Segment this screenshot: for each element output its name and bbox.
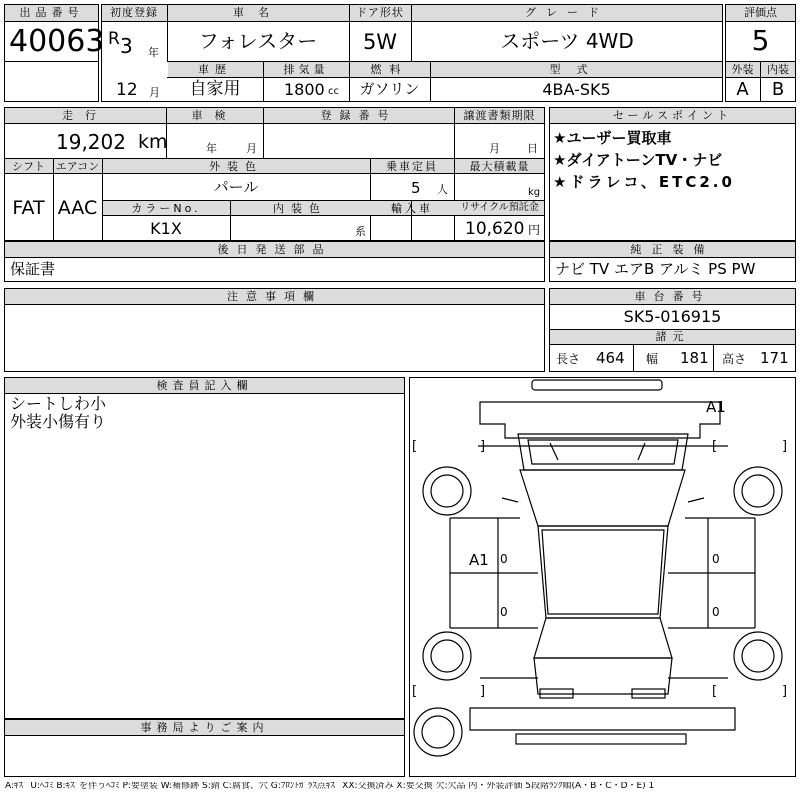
length-label: 長さ: [556, 352, 581, 366]
inspection-label: 車検: [191, 109, 238, 122]
interior-label: 内装: [767, 63, 789, 76]
sales-point-1: ★ユーザー買取車: [553, 129, 672, 147]
sales-points-label: セールスポイント: [612, 109, 732, 122]
ext-color: パール: [213, 178, 259, 196]
lot-label: 出品番号: [19, 6, 84, 19]
recycle: 10,620: [465, 219, 525, 239]
reg-number-label: 登録番号: [320, 109, 397, 122]
ext-color-label: 外装色: [209, 160, 263, 173]
legend: A:ｷｽﾞ U:ﾍｺﾐ B:ｷｽﾞを伴うﾍｺﾐ P:要塗装 W:補修跡 S:錆 C:腐食、穴 G:ﾌﾛﾝﾄｶﾞﾗｽ点ｷｽﾞ XX:交換済み X:要交換 欠:欠品 内・外装評価 5段階ﾗﾝｸ順(A・B・C・D・E) 1: [5, 782, 655, 791]
capacity-unit: 人: [437, 183, 448, 196]
notes-label: 注意事項欄: [227, 290, 322, 303]
month-unit: 月: [149, 86, 160, 99]
car-name-label: 車名: [233, 6, 283, 19]
color-no: K1X: [150, 219, 182, 238]
bracket-l-4: [: [712, 684, 718, 699]
displacement-unit: cc: [328, 86, 339, 97]
mileage-unit: km: [138, 131, 168, 153]
exterior-label: 外装: [731, 63, 754, 76]
bracket-r-1: ]: [480, 439, 486, 454]
interior-grade: B: [771, 79, 785, 100]
sales-point-2: ★ダイアトーンTV・ナビ: [553, 151, 723, 169]
capacity: 5: [411, 179, 421, 197]
bracket-l-2: [: [712, 439, 718, 454]
mileage: 19,202: [56, 130, 126, 154]
door-type: 5W: [362, 30, 398, 54]
int-color-label: 内装色: [273, 202, 327, 215]
inspector-line-1: シートしわ小: [10, 394, 107, 413]
model: 4BA-SK5: [542, 80, 611, 99]
fuel-label: 燃料: [370, 63, 409, 76]
load-label: 最大積載量: [469, 160, 530, 173]
int-color-unit: 系: [355, 225, 366, 238]
history-label: 車歴: [198, 63, 232, 76]
specs-box: [4, 107, 545, 241]
recycle-unit: 円: [528, 223, 541, 237]
bracket-r-4: ]: [782, 684, 788, 699]
insp-month-unit: 月: [246, 142, 257, 155]
equipment: ナビ TV エアB アルミ PS PW: [555, 260, 756, 278]
chassis-number: SK5-016915: [623, 307, 722, 326]
dims-label: 諸元: [655, 330, 690, 343]
ac-label: エアコン: [55, 160, 100, 173]
first-reg-label: 初度登録: [110, 6, 158, 19]
chassis-label: 車台番号: [634, 290, 711, 303]
color-no-label: カラーNo.: [131, 202, 201, 215]
zero-mark-1: 0: [500, 552, 508, 566]
width-label: 幅: [646, 352, 659, 366]
bracket-r-3: ]: [480, 684, 486, 699]
exterior-grade: A: [736, 79, 749, 100]
transfer-month: 月: [489, 142, 500, 155]
grade-label: グレード: [525, 6, 609, 19]
lot-number: 40063: [9, 24, 105, 59]
bracket-l-3: [: [412, 684, 418, 699]
ac: AAC: [57, 197, 98, 219]
transfer-day: 日: [527, 142, 538, 155]
model-label: 型式: [549, 63, 604, 76]
sales-point-3: ★ドラレコ、ETC2.0: [553, 173, 735, 191]
later-parts-label: 後日発送部品: [217, 243, 332, 256]
score: 5: [751, 24, 770, 57]
reg-year: 3: [120, 34, 133, 58]
displacement: 1800: [284, 80, 325, 99]
reg-month: 12: [116, 80, 138, 100]
transfer-label: 譲渡書類期限: [463, 109, 536, 122]
mileage-label: 走行: [62, 109, 108, 122]
displacement-label: 排気量: [283, 63, 329, 76]
era: R: [108, 29, 120, 49]
bracket-r-2: ]: [782, 439, 788, 454]
equipment-label: 純正装備: [630, 243, 715, 256]
width: 181: [680, 349, 709, 367]
later-parts: 保証書: [10, 260, 56, 278]
car-name: フォレスター: [198, 29, 318, 53]
score-label: 評価点: [744, 6, 777, 19]
bracket-l-1: [: [412, 439, 418, 454]
door-label: ドア形状: [356, 6, 404, 19]
zero-mark-3: 0: [712, 552, 720, 566]
fuel: ガソリン: [359, 80, 420, 98]
inspector-label: 検査員記入欄: [156, 379, 253, 392]
capacity-label: 乗車定員: [386, 160, 438, 173]
zero-mark-4: 0: [712, 605, 720, 619]
import-label: 輸入車: [391, 202, 433, 215]
shift-label: シフト: [12, 160, 45, 173]
height-label: 高さ: [722, 352, 747, 366]
damage-mark-side: A1: [469, 551, 489, 569]
grade: スポーツ 4WD: [500, 29, 634, 53]
recycle-label: リサイクル預託金: [460, 202, 539, 213]
car-diagram: [410, 378, 795, 776]
inspector-line-2: 外装小傷有り: [10, 412, 107, 431]
zero-mark-2: 0: [500, 605, 508, 619]
load-unit: kg: [528, 187, 541, 198]
shift: FAT: [12, 197, 45, 219]
front-bumper-shape: [532, 380, 662, 390]
height: 171: [760, 349, 789, 367]
damage-mark-front: A1: [706, 398, 726, 416]
year-unit: 年: [148, 46, 159, 59]
office-label: 事務局よりご案内: [140, 721, 269, 734]
length: 464: [596, 349, 625, 367]
insp-year-unit: 年: [206, 142, 217, 155]
history: 自家用: [189, 79, 241, 99]
